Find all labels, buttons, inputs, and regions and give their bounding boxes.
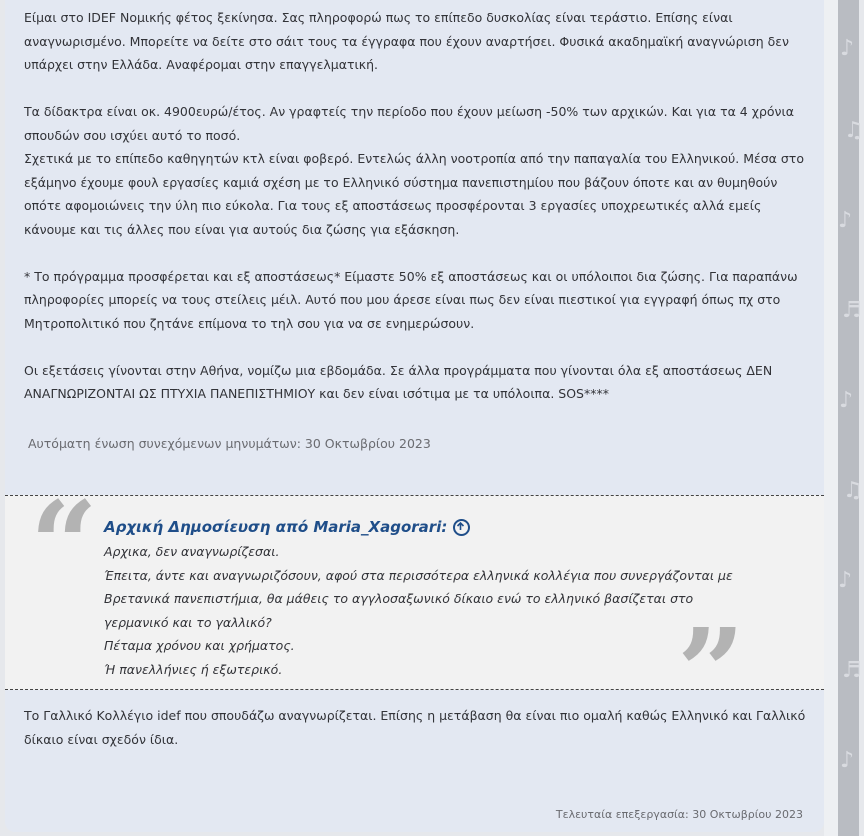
quote-line: Αρχικα, δεν αναγνωρίζεσαι.: [104, 544, 280, 559]
post-paragraph: * Το πρόγραμμα προσφέρεται και εξ αποστάσεως* Είμαστε 50% εξ αποστάσεως και οι υπόλοιποι δια ζώσης. Για παραπάνω πληροφορίες μπορείς να τους στείλεις μέιλ. Αυτό που μου άρεσε είναι πως δεν είναι πιεστικοί για εγγραφή όπως πχ στο Μητροπολιτικό που ζητάνε επίμονα το τηλ σου για να σε ενημερώσουν.: [24, 268, 798, 331]
quote-line: Έπειτα, άντε και αναγνωριζόσουν, αφού στα περισσότερα ελληνικά κολλέγια που συνεργάζονται με Βρετανικά πανεπιστήμια, θα μάθεις το αγγλοσαξωνικό δίκαιο ενώ το ελληνικό βασίζεται στο γερμανικό και το γαλλικό?: [104, 567, 733, 630]
quote-line: Ή πανελλήνιες ή εξωτερικό.: [104, 661, 283, 677]
background-decoration: ♪ ♫ ♪ ♬ ♪ ♫ ♪ ♬ ♪: [838, 0, 859, 836]
post-paragraph: Είμαι στο IDEF Νομικής φέτος ξεκίνησα. Σας πληροφορώ πως το επίπεδο δυσκολίας είναι τεράστιο. Επίσης είναι αναγνωρισμένο. Μπορείτε να δείτε στο σάιτ τους τα έγγραφα που έχουν αναρτήσει. Φυσικά ακαδημαϊκή αναγνώριση δεν υπάρχει στην Ελλάδα. Αναφέρομαι στην επαγγελματική.: [24, 10, 789, 72]
post-pointer: [5, 26, 11, 38]
quote-line: Πέταμα χρόνου και χρήματος.: [104, 638, 295, 653]
close-quote-mark-icon: ”: [677, 602, 745, 741]
last-edit-note: Τελευταία επεξεργασία: 30 Οκτωβρίου 2023: [555, 808, 803, 821]
open-quote-mark-icon: “: [30, 475, 98, 614]
quote-content: [104, 540, 744, 681]
post-paragraph: Σχετικά με το επίπεδο καθηγητών κτλ είναι φοβερό. Εντελώς άλλη νοοτροπία από την παπαγαλία του Ελληνικού. Μέσα στο εξάμηνο έχουμε φουλ εργασίες καμιά σχέση με το Ελληνικό σύστημα πανεπιστημίου που βάζουν όποτε και αν θυμηθούν οπότε αφομοιώνεις την ύλη πιο εύκολα. Για τους εξ αποστάσεως προσφέρονται 3 εργασίες υποχρεωτικές αλλά εμείς κάνουμε και τις άλλες που είναι για αυτούς δια ζώσης για εξάσκηση.: [24, 151, 804, 237]
quote-header: [104, 517, 470, 537]
reply-message: Το Γαλλικό Κολλέγιο idef που σπουδάζω αναγνωρίζεται. Επίσης η μετάβαση θα είναι πιο ομαλή καθώς Ελληνικό και Γαλλικό δίκαιο είναι σχεδόν ίδια.: [24, 708, 806, 747]
forum-post: [5, 0, 824, 832]
post-message: [24, 6, 809, 429]
auto-merge-note: Αυτόματη ένωση συνεχόμενων μηνυμάτων: 30 Οκτωβρίου 2023: [28, 436, 431, 451]
quote-author-label: Αρχική Δημοσίευση από Maria_Xagorari:: [104, 518, 448, 536]
post-paragraph: Οι εξετάσεις γίνονται στην Αθήνα, νομίζω μια εβδομάδα. Σε άλλα προγράμματα που γίνονται όλα εξ αποστάσεως ΔΕΝ ΑΝΑΓΝΩΡΙΖΟΝΤΑΙ ΩΣ ΠΤΥΧΙΑ ΠΑΝΕΠΙΣΤΗΜΙΟΥ και δεν είναι ισότιμα με τα υπόλοιπα. SOS****: [24, 362, 773, 401]
page-gutter: [824, 0, 838, 836]
arrow-up-circle-icon[interactable]: [453, 519, 470, 536]
post-paragraph: Τα δίδακτρα είναι οκ. 4900ευρώ/έτος. Αν γραφτείς την περίοδο που έχουν μείωση -50% των αρχικών. Και για τα 4 χρόνια σπουδών σου ισχύει αυτό το ποσό.: [24, 104, 794, 143]
